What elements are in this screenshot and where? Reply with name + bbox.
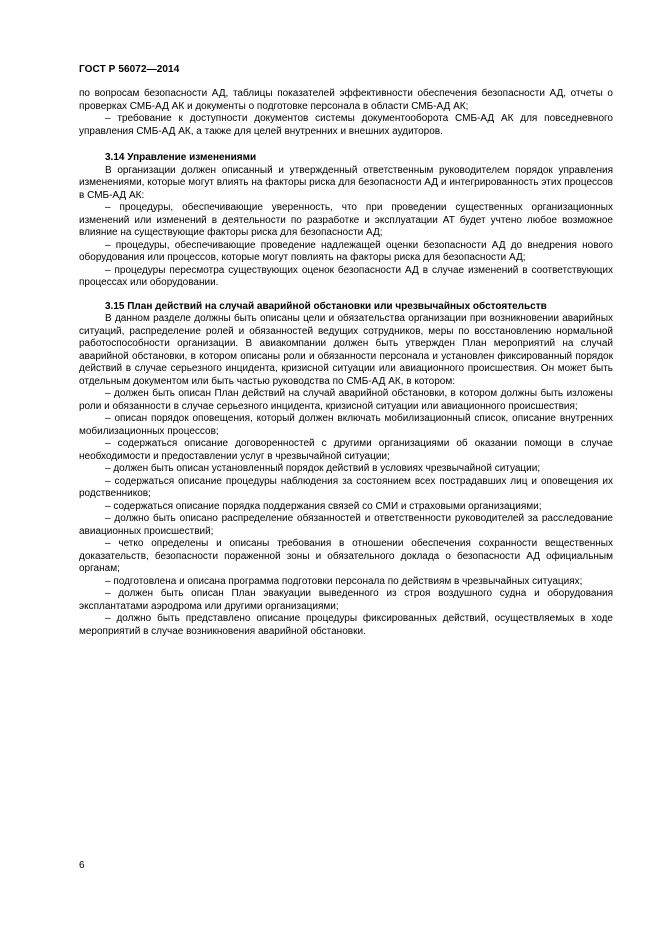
list-item: – процедуры пересмотра существующих оценок безопасности АД в случае изменений в соответствующих процессах или оборудовании. (79, 264, 613, 288)
page-number: 6 (79, 860, 85, 871)
list-item: – четко определены и описаны требования в отношении обеспечения сохранности вещественных доказательств, безопасности пораженной зоны и обязательного доклада о безопасности АД официальным органам; (79, 538, 613, 574)
list-item: – содержаться описание процедуры наблюдения за состоянием всех пострадавших лиц и оповещения их родственников; (79, 475, 613, 499)
section-heading-3-14: 3.14 Управление изменениями (105, 152, 257, 163)
list-item: – процедуры, обеспечивающие проведение надлежащей оценки безопасности АД до внедрения нового оборудования или процессов, которые могут повлиять на факторы риска для безопасности АД; (79, 239, 613, 263)
paragraph: В данном разделе должны быть описаны цели и обязательства организации при возникновении аварийных ситуаций, распределение ролей и обязанностей ведущих сотрудников, меры по восстановлению нормальной работоспособности организации. В авиакомпании должен быть утвержден План мероприятий на случай аварийной обстановки, в котором описаны роли и обязанности персонала и установлен фиксированный порядок действий в случае серьезного инцидента, кризисной ситуации или авиационного происшествия. Он может быть отдельным документом или быть частью руководства по СМБ-АД АК, в котором: (79, 313, 613, 387)
list-item: – содержаться описание договоренностей с другими организациями об оказании помощи в случае необходимости и предоставлении услуг в чрезвычайной ситуации; (79, 438, 613, 462)
list-item: – требование к доступности документов системы документооборота СМБ-АД АК для повседневного управления СМБ-АД АК, а также для целей внутренних и внешних аудиторов. (79, 113, 613, 137)
list-item: – содержаться описание порядка поддержания связей со СМИ и страховыми организациями; (105, 500, 542, 512)
document-header: ГОСТ Р 56072—2014 (79, 64, 180, 75)
list-item: – должно быть представлено описание процедуры фиксированных действий, осуществляемых в ходе мероприятий в случае возникновения аварийной обстановки. (79, 613, 613, 637)
list-item: – должен быть описан установленный порядок действий в условиях чрезвычайной ситуации; (105, 463, 541, 474)
list-item: – описан порядок оповещения, который должен включать мобилизационный список, описание внутренних мобилизационных процессов; (79, 413, 613, 437)
list-item: – процедуры, обеспечивающие уверенность, что при проведении существенных организационных изменений или изменений в деятельности по разработке и эксплуатации АТ будет учтено любое возможное влияние на существующие факторы риска для безопасности АД; (79, 202, 613, 238)
list-item: – подготовлена и описана программа подготовки персонала по действиям в чрезвычайных ситуациях; (105, 575, 583, 587)
paragraph: В организации должен описанный и утвержденный ответственным руководителем порядок управления изменениями, которые могут влиять на факторы риска для безопасности АД и интегрированность этих процессов в СМБ-АД АК: (79, 164, 613, 201)
paragraph: по вопросам безопасности АД, таблицы показателей эффективности обеспечения безопасности АД, отчеты о проверках СМБ-АД АК и документы о подготовке персонала в области СМБ-АД АК; (79, 88, 613, 112)
list-item: – должен быть описан План эвакуации выведенного из строя воздушного судна и оборудования эксплантатами аэродрома или другими организациями; (79, 588, 613, 612)
document-body (79, 88, 613, 638)
list-item: – должен быть описан План действий на случай аварийной обстановки, в котором должны быть изложены роли и обязанности в случае серьезного инцидента, кризисной ситуации или авиационного происшествия; (79, 388, 613, 412)
list-item: – должно быть описано распределение обязанностей и ответственности руководителей за расследование авиационных происшествий; (79, 513, 613, 537)
section-heading-3-15: 3.15 План действий на случай аварийной обстановки или чрезвычайных обстоятельств (105, 300, 547, 312)
